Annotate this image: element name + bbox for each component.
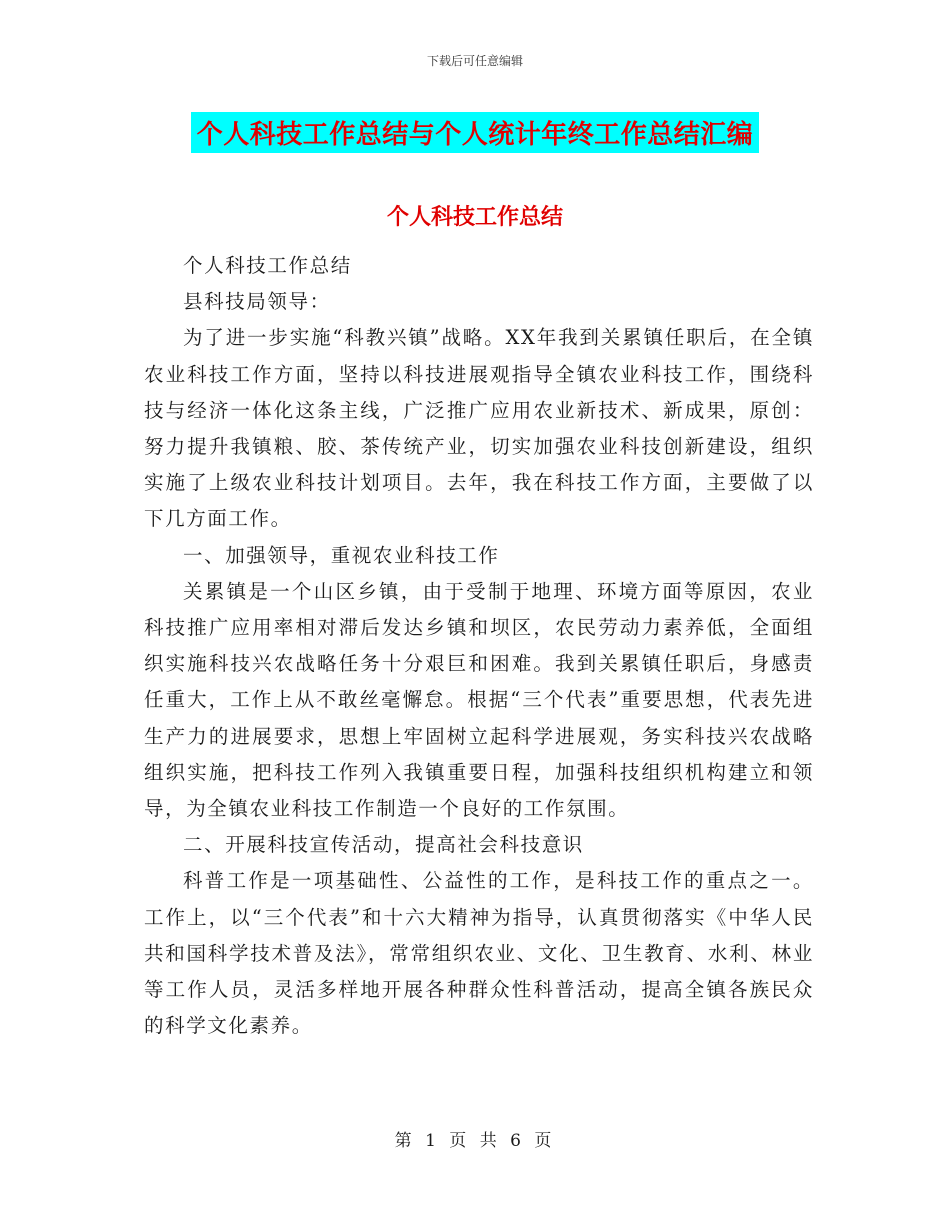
header-note: 下载后可任意编辑 xyxy=(426,54,523,68)
body-paragraph: 二、开展科技宣传活动，提高社会科技意识 xyxy=(183,833,584,857)
body-paragraph: 个人科技工作总结 xyxy=(183,254,352,277)
body-paragraph: 关累镇是一个山区乡镇，由于受制于地理、环境方面等原因，农业科技推广应用率相对滞后发达乡镇和坝区，农民劳动力素养低，全面组织实施科技兴农战略任务十分艰巨和困难。我到关累镇任职后，身感责任重大，工作上从不敢丝毫懈怠。根据“三个代表”重要思想，代表先进生产力的进展要求，思想上牢固树立起科学进展观，务实科技兴农战略组织实施，把科技工作列入我镇重要日程，加强科技组织机构建立和领导，为全镇农业科技工作制造一个良好的工作氛围。 xyxy=(144,579,814,821)
body-paragraph: 一、加强领导，重视农业科技工作 xyxy=(183,543,500,567)
page-footer: 第 1 页 共 6 页 xyxy=(394,1131,556,1151)
document-title-text: 个人科技工作总结与个人统计年终工作总结汇编 xyxy=(191,112,760,153)
body-paragraph: 科普工作是一项基础性、公益性的工作，是科技工作的重点之一。工作上，以“三个代表”和十六大精神为指导，认真贯彻落实《中华人民共和国科学技术普及法》，常常组织农业、文化、卫生教育、水利、林业等工作人员，灵活多样地开展各种群众性科普活动，提高全镇各族民众的科学文化素养。 xyxy=(144,869,814,1038)
body-paragraph: 县科技局领导： xyxy=(183,290,331,314)
document-title xyxy=(0,112,950,153)
section-title: 个人科技工作总结 xyxy=(386,204,563,230)
body-paragraph: 为了进一步实施“科教兴镇”战略。XX年我到关累镇任职后，在全镇农业科技工作方面，坚持以科技进展观指导全镇农业科技工作，围绕科技与经济一体化这条主线，广泛推广应用农业新技术、新成果，原创： 努力提升我镇粮、胶、茶传统产业，切实加强农业科技创新建设，组织实施了上级农业科技计划项目。去年，我在科技工作方面，主要做了以下几方面工作。 xyxy=(144,326,814,531)
document-body xyxy=(144,248,814,1044)
